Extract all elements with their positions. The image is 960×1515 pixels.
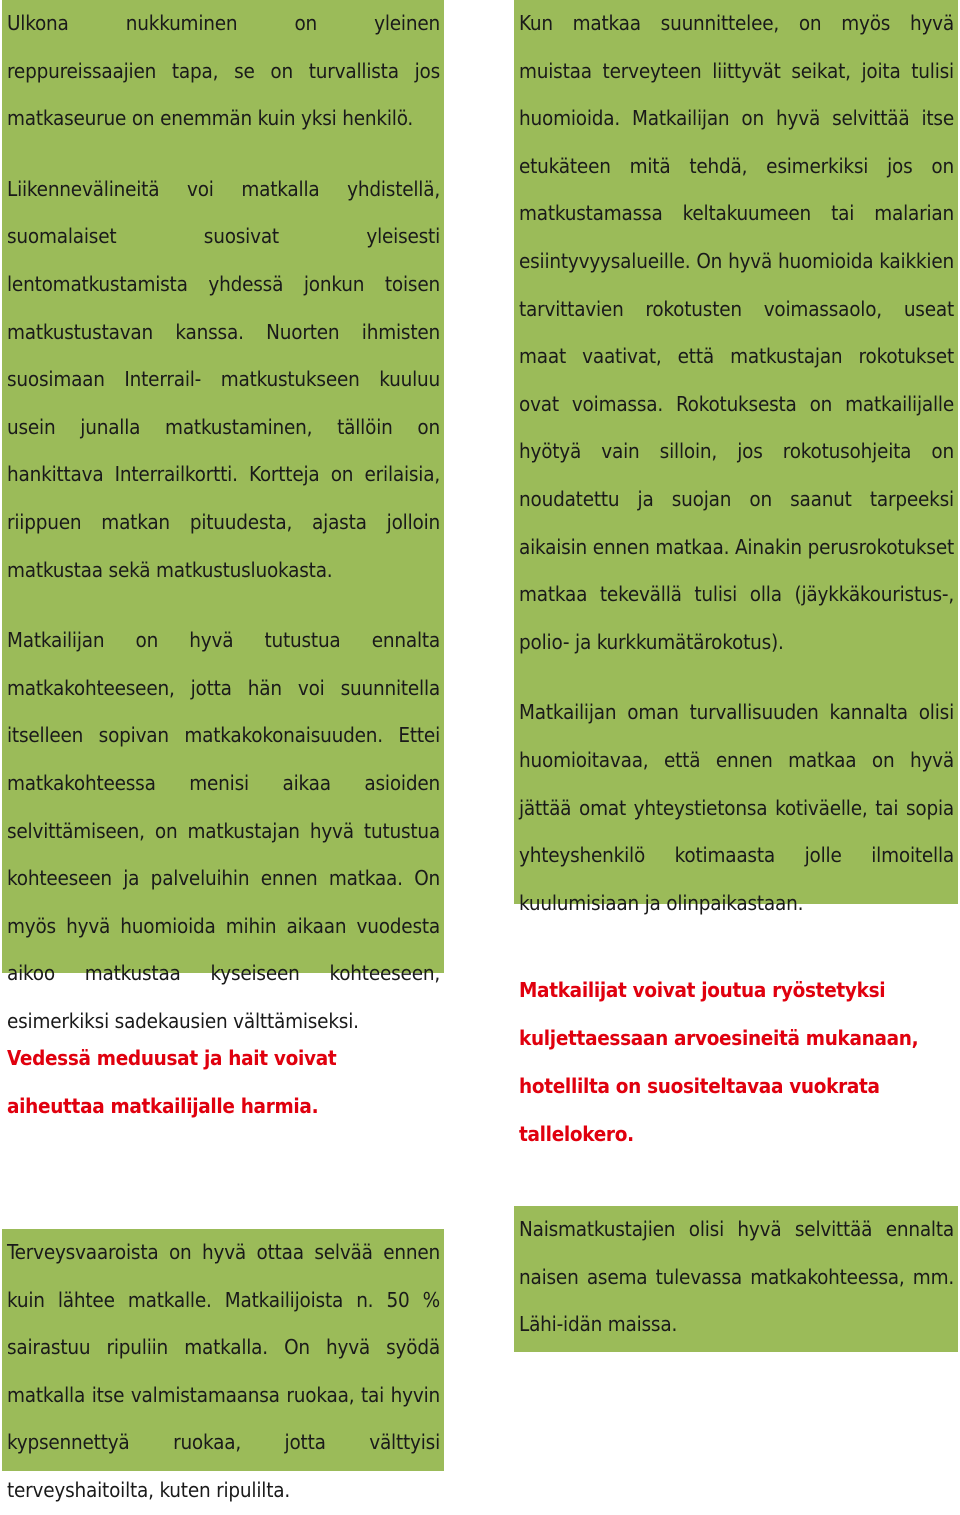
paragraph-sleeping-outdoors: Ulkona nukkuminen on yleinen reppureissaajien tapa, se on turvallista jos matkaseurue on enemmän kuin yksi henkilö. [7, 11, 440, 131]
info-box-health-vaccinations [514, 0, 958, 915]
paragraph-destination-research: Matkailijan on hyvä tutustua ennalta matkakohteeseen, jotta hän voi suunnitella itselleen sopivan matkakokonaisuuden. Ettei matkakohteessa menisi aikaa asioiden selvittämiseen, on matkustajan hyvä tutustua kohteeseen ja palveluihin ennen matkaa. On myös hyvä huomioida mihin aikaan vuodesta aikoo matkustaa kyseiseen kohteeseen, esimerkiksi sadekausien välttämiseksi. [7, 628, 440, 1033]
warning-robbery: Matkailijat voivat joutua ryöstetyksi kuljettaessaan arvoesineitä mukanaan, hotellilta on suositeltavaa vuokrata tallelokero. [519, 978, 919, 1146]
info-box-health-risks [2, 1229, 444, 1502]
paragraph-transport: Liikennevälineitä voi matkalla yhdistellä, suomalaiset suosivat yleisesti lentomatkustamista yhdessä jonkun toisen matkustustavan kanssa. Nuorten ihmisten suosimaan Interrail- matkustukseen kuuluu usein junalla matkustaminen, tällöin on hankittava Interrailkortti. Kortteja on erilaisia, riippuen matkan pituudesta, ajasta jolloin matkustaa sekä matkustusluokasta. [7, 176, 440, 582]
paragraph-women-status: Naismatkustajien olisi hyvä selvittää ennalta naisen asema tulevassa matkakohteessa, mm. Lähi-idän maissa. [519, 1217, 954, 1337]
paragraph-diarrhea: Terveysvaaroista on hyvä ottaa selvää ennen kuin lähtee matkalle. Matkailijoista n. 50 % sairastuu ripuliin matkalla. On hyvä syödä matkalla itse valmistamaansa ruokaa, tai hyvin kypsennettyä ruokaa, jotta välttyisi terveyshaitoilta, kuten ripulilta. [7, 1240, 440, 1502]
info-box-women-travelers [514, 1206, 958, 1352]
warning-jellyfish-sharks: Vedessä meduusat ja hait voivat aiheuttaa matkailijalle harmia. [7, 1046, 337, 1118]
info-box-travel-methods [2, 0, 444, 1033]
paragraph-vaccinations: Kun matkaa suunnittelee, on myös hyvä muistaa terveyteen liittyvät seikat, joita tulisi huomioida. Matkailijan on hyvä selvittää itse etukäteen mitä tehdä, esimerkiksi jos on matkustamassa keltakuumeen tai malarian esiintyvyysalueille. On hyvä huomioida kaikkien tarvittavien rokotusten voimassaolo, useat maat vaativat, että matkustajan rokotukset ovat voimassa. Rokotuksesta on matkailijalle hyötyä vain silloin, jos rokotusohjeita on noudatettu ja suojan on saanut tarpeeksi aikaisin ennen matkaa. Ainakin perusrokotukset matkaa tekevällä tulisi olla (jäykkäkouristus-, polio- ja kurkkumätärokotus). [519, 11, 954, 654]
paragraph-personal-safety: Matkailijan oman turvallisuuden kannalta olisi huomioitavaa, että ennen matkaa on hyvä jättää omat yhteystietonsa kotiväelle, tai sopia yhteyshenkilö kotimaasta jolle ilmoitella kuulumisiaan ja olinpaikastaan. [519, 700, 954, 915]
